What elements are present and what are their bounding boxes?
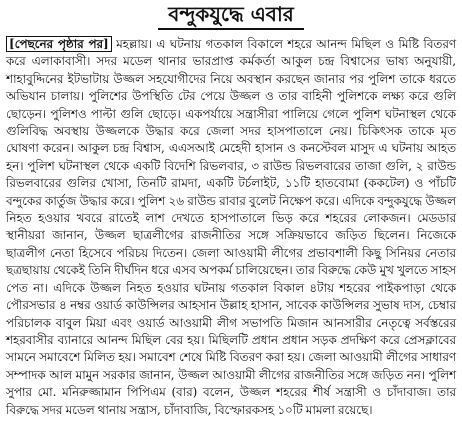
headline-container: [6, 2, 456, 32]
headline: বন্দুকযুদ্ধে এবার: [158, 2, 304, 30]
continued-from-tag: [পেছনের পৃষ্ঠার পর]: [6, 36, 112, 52]
article-body: [6, 36, 456, 419]
article-body-text: মহল্লায়। এ ঘটনায় গতকাল বিকালে শহরে আনন্দ মিছিল ও মিষ্টি বিতরণ করে এলাকাবাসী। সদর মডেল থানার ভারপ্রাপ্ত কর্মকর্তা আকুল চন্দ্র বিশ্বাসের ভাষ্য অনুযায়ী, শাহাবুদ্দিনের ইটভাটায় উজ্জল সহযোগীদের নিয়ে অবস্থান করছেন জানার পর পুলিশ তাকে ধরতে অভিযান চালায়। পুলিশের উপস্থিতি টের পেয়ে উজ্জল ও তার বাহিনী পুলিশকে লক্ষ্য করে গুলি ছোড়েন। পুলিশও পাল্টা গুলি ছোড়ে। একপর্যায়ে সন্ত্রাসীরা পালিয়ে গেলে পুলিশ ঘটনাস্থল থেকে গুলিবিদ্ধ অবস্থায় উজ্জলকে উদ্ধার করে জেলা সদর হাসপাতালে নেয়। চিকিৎসক তাকে মৃত ঘোষণা করেন। আকুল চন্দ্র বিশ্বাস, এএসআই মেহেদী হাসান ও কনস্টেবল মাসুদ এ ঘটনায় আহত হন। পুলিশ ঘটনাস্থল থেকে একটি বিদেশি রিভলবার, ৩ রাউন্ড রিভলবারের তাজা গুলি, ২ রাউন্ড রিভলবারের গুলির খোসা, তিনটি রামদা, একটি টর্চলাইট, ১১টি হাতবোমা (ককটেল) ও পাঁচটি বন্দুকের কার্তুজ উদ্ধার করে। পুলিশ ২৬ রাউন্ড রাবার বুলেট নিক্ষেপ করে। এদিকে বন্দুকযুদ্ধে উজ্জল নিহত হওয়ার খবরে রাতেই লাশ দেখতে হাসপাতালে ভিড় করে শহরের লোকজন। মেডডার স্থানীয়রা জানান, উজ্জল ছাত্রলীগের রাজনীতির সঙ্গে সক্রিয়ভাবে জড়িত ছিলেন। নিজেকে ছাত্রলীগ নেতা হিসেবে পরিচয় দিতেন। জেলা আওয়ামী লীগের প্রভাবশালী কিছু সিনিয়র নেতার ছত্রছায়ায় থেকেই তিনি দীর্ঘদিন ধরে এসব অপকর্ম চালিয়েছেন। তার বিরুদ্ধে কেউ মুখ খুলতে সাহস পেত না। এদিকে উজ্জল নিহত হওয়ার ঘটনায় গতকাল বিকাল ৪টায় শহরের পাইকপাড়া থেকে পৌরসভার ৪ নম্বর ওয়ার্ড কাউন্সিলর আহসান উল্লাহ হাসান, সাবেক কাউন্সিলর সুভাষ দাস, চেম্বার পরিচালক বাবুল মিয়া এবং ওয়ার্ড আওয়ামী লীগ সভাপতি মিজান আনসারীর নেতৃত্বে সর্বস্তরের শহরবাসীর ব্যানারে আনন্দ মিছিল বের হয়। মিছিলটি প্রধান প্রধান সড়ক প্রদক্ষিণ করে প্রেসক্লাবের সামনে সমাবেশে মিলিত হয়। সমাবেশ শেষে মিষ্টি বিতরণ করা হয়। জেলা আওয়ামী লীগের সাধারণ সম্পাদক আল মামুন সরকার জানান, উজ্জল আওয়ামী লীগের রাজনীতির সঙ্গে জড়িত নন। পুলিশ সুপার মো. মনিরুজ্জামান পিপিএম (বার) বলেন, উজ্জল শহরের শীর্ষ সন্ত্রাসী ও চাঁদাবাজ। তার বিরুদ্ধে সদর মডেল থানায় সন্ত্রাস, চাঁদাবাজি, বিস্ফোরকসহ ১০টি মামলা রয়েছে।: [6, 37, 456, 417]
